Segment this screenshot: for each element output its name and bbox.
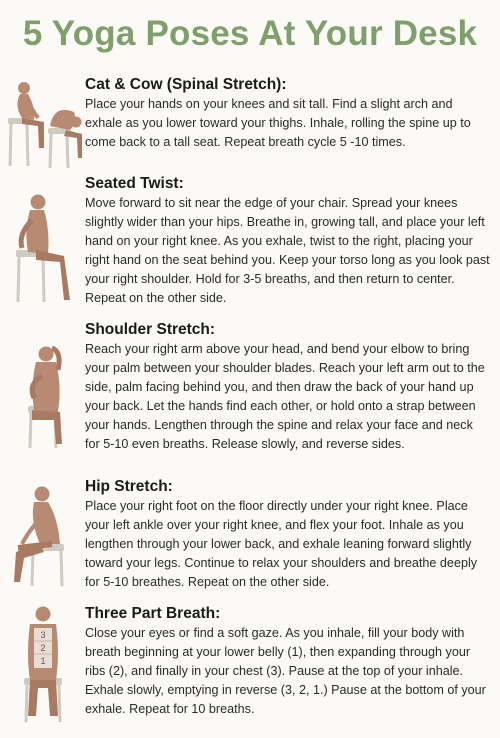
breath-label-chest: 3 (40, 630, 46, 640)
pose-heading: Hip Stretch: (85, 478, 173, 495)
hip-stretch-figure (8, 482, 80, 590)
pose-cat-cow (85, 76, 490, 152)
three-part-breath-figure (18, 604, 68, 730)
pose-description: Move forward to sit near the edge of your chair. Spread your knees slightly wider than your hips. Breathe in, growing tall, and place your left hand on your right knee. As you exhale, twist to the right, placing your right hand on the seat behind you. Keep your torso long as you look past your right shoulder. Hold for 3-5 breaths, and then return to center. Repeat on the other side. (85, 196, 490, 305)
breath-label-belly: 1 (40, 656, 46, 666)
pose-three-part-breath (85, 605, 490, 719)
pose-heading: Seated Twist: (85, 175, 184, 192)
pose-heading: Shoulder Stretch: (85, 321, 216, 338)
pose-hip-stretch (85, 478, 490, 592)
pose-heading: Cat & Cow (Spinal Stretch): (85, 76, 287, 93)
pose-description: Close your eyes or find a soft gaze. As you inhale, fill your body with breath beginning at your lower belly (1), then expanding through your ribs (2), and finally in your chest (3). Pause at the top of your inhale. Exhale slowly, emptying in reverse (3, 2, 1.) Pause at the bottom of your exhale. Repeat for 10 breaths. (85, 626, 486, 716)
page-title: 5 Yoga Poses At Your Desk (22, 14, 478, 53)
breath-label-ribs: 2 (40, 643, 46, 653)
cat-cow-figure (4, 78, 84, 170)
pose-description: Place your right foot on the floor directly under your right knee. Place your left ankle over your right knee, and flex your foot. Inhale as you lengthen through your lower back, and exhale leaning forward slightly toward your legs. Continue to relax your shoulders and breathe deeply for 5-10 breathes. Repeat on the other side. (85, 499, 478, 589)
pose-seated-twist (85, 175, 490, 308)
pose-heading: Three Part Breath: (85, 605, 221, 622)
seated-twist-figure (10, 190, 82, 308)
pose-shoulder-stretch (85, 321, 490, 454)
pose-description: Reach your right arm above your head, and bend your elbow to bring your palm between your shoulder blades. Reach your left arm out to the side, palm facing behind you, and then draw the back of your hand up your back. Let the hands find each other, or hold onto a strap between your hands. Lengthen through the spine and relax your face and neck for 5-10 even breaths. Release slowly, and reverse sides. (85, 342, 485, 451)
pose-description: Place your hands on your knees and sit tall. Find a slight arch and exhale as you lower toward your thighs. Inhale, rolling the spine up to come back to a tall seat. Repeat breath cycle 5 -10 times. (85, 97, 471, 149)
shoulder-stretch-figure (18, 340, 78, 452)
